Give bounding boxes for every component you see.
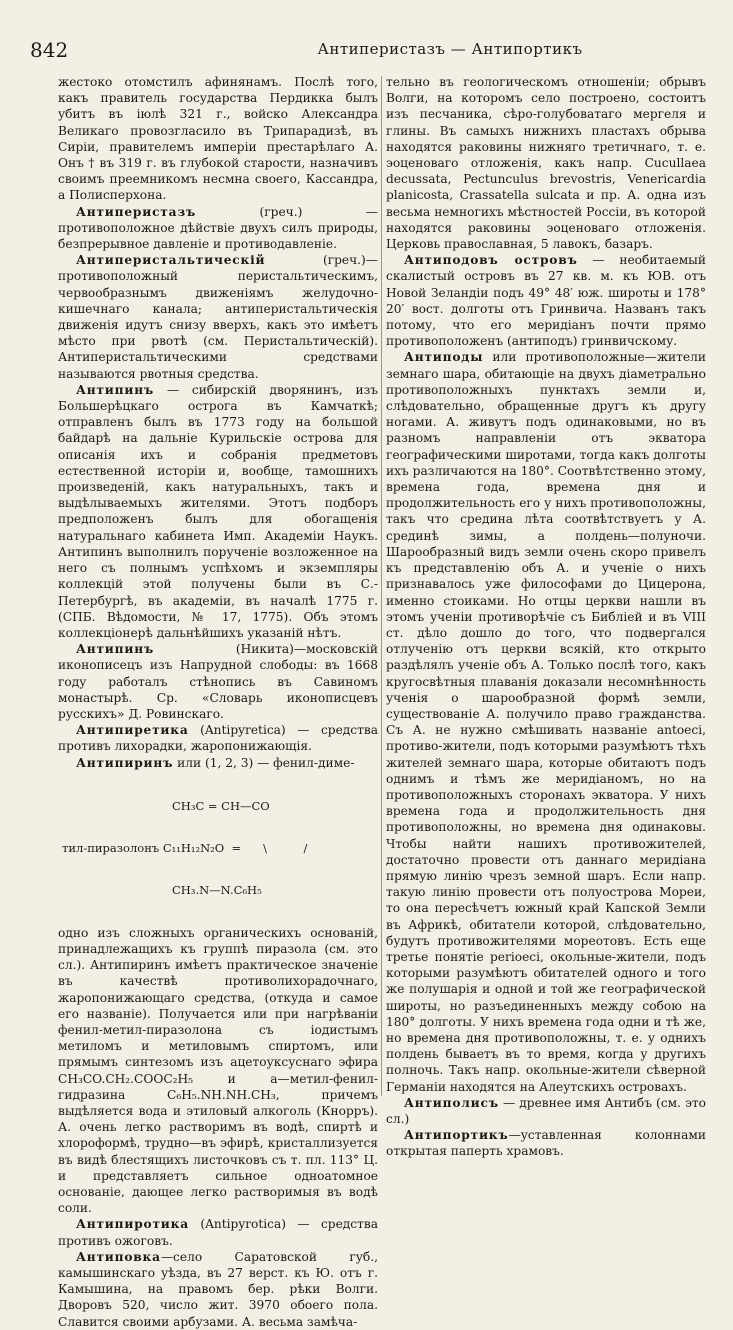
headword: Антиповка	[76, 1249, 161, 1264]
entry-antipody	[386, 349, 706, 1094]
headword: Антиподовъ островъ	[404, 253, 578, 268]
headword: Антипиринъ	[76, 755, 174, 770]
headword: Антиполисъ	[404, 1095, 499, 1110]
entry-text: или противоположные—жители земнаго шара, обитающіе на двухъ діаметрально противоположныхъ пунктахъ земли и, слѣдовательно, обращенные другъ къ другу ногами. А. живутъ подъ одинаковыми, но въ разномъ направленіи отъ экватора географическими широтами, тогда какъ долготы ихъ различаются на 180°. Соотвѣтственно этому, времена года, времена дня и продолжительность его у нихъ противоположны, такъ что средина лѣта соотвѣтствуетъ у А. срединѣ зимы, а полдень—полуночи. Шарообразный видъ земли очень скоро привелъ къ представленію объ А. и ученіе о нихъ признавалось уже философами до Цицерона, именно стоиками. Но отцы церкви нашли въ этомъ ученіи противорѣчіе съ Библіей и въ VIII ст. дѣло дошло до того, что подвергался отлученію отъ церкви всякій, кто открыто раздѣлялъ ученіе объ А. Только послѣ того, какъ кругосвѣтныя плаванія доказали несомнѣнность ученія о шарообразной формѣ земли, существованіе А. получило право гражданства. Съ А. не нужно смѣшивать названіе antoeci, противо-жители, подъ которыми разумѣютъ тѣхъ жителей земнаго шара, которые обитаютъ подъ однимъ и тѣмъ же меридіаномъ, но на противоположныхъ сторонахъ экватора. У нихъ времена года и продолжительность дня противоположны, но времена дня одинаковы. Чтобы найти нашихъ противожителей, достаточно провести отъ даннаго меридіана прямую линію чрезъ земной шаръ. Если напр. такую линію провести отъ полуострова Мореи, то она пересѣчетъ южный край Капской Земли въ Африкѣ, обитатели которой, слѣдовательно, будутъ противожителями мореотовъ. Есть еще третье понятіе perioeci, окольные-жители, подъ которыми разумѣютъ обитателей одного и того же полушарія и одной и той же географической широты, но разъединенныхъ между собою на 180° долготы. У нихъ времена года одни и тѣ же, но времена дня противоположны, т. е. у однихъ полдень бываетъ въ то время, когда у другихъ полночь. Такъ напр. окольные-жители сѣверной Германіи находятся на Алеутскихъ островахъ.	[386, 350, 706, 1094]
entry-text: (Antipyretica) — средства противъ лихорадки, жаропонижающія.	[58, 723, 378, 754]
headword: Антипортикъ	[404, 1128, 509, 1143]
entry-text: (Никита)—московскій иконописецъ изъ Напрудной слободы: въ 1668 году работалъ стѣнопись въ Савиномъ монастырѣ. Ср. «Словарь иконописцевъ русскихъ» Д. Ровинскаго.	[58, 642, 378, 721]
entry-antipin-nikita	[58, 641, 378, 722]
entry-text: — необитаемый скалистый островъ въ 27 кв. м. къ ЮВ. отъ Новой Зеландіи подъ 49° 48′ юж. широты и 178° 20′ вост. долготы отъ Гринвича. Названъ такъ потому, что его меридіанъ почти прямо противоположенъ (антиподъ) гринвичскому.	[386, 253, 706, 349]
column-divider	[381, 76, 382, 1096]
entry-text: (греч.)— противоположный перистальтическимъ, червообразнымъ движеніямъ желудочно-кишечнаго канала; антиперистальтическія движенія идутъ снизу вверхъ, какъ это имѣетъ мѣсто при рвотѣ (см. Перистальтическій). Антиперистальтическими средствами называются рвотныя средства.	[58, 253, 378, 381]
entry-antipirotika	[58, 1216, 378, 1248]
entry-antipodov-ostrov	[386, 252, 706, 349]
entry-antipin-siberian	[58, 382, 378, 641]
headword: Антиперистазъ	[76, 204, 197, 219]
headword: Антипиротика	[76, 1217, 189, 1232]
entry-antiperistaz	[58, 204, 378, 253]
entry-text: (греч.) — противоположное дѣйствіе двухъ силъ природы, безпрерывное давленіе и противодавленіе.	[58, 204, 378, 252]
entry-antipiretika	[58, 722, 378, 754]
entry-antipirin	[58, 755, 378, 771]
entry-antipirin-continued: одно изъ сложныхъ органическихъ основаній, принадлежащихъ къ группѣ пиразола (см. это сл.). Антипиринъ имѣетъ практическое значеніе въ качествѣ противолихорадочнаго, жаропонижающаго средства, (откуда и самое его названіе). Получается или при нагрѣваніи фенил-метил-пиразолона съ іодистымъ метиломъ и метиловымъ спиртомъ, или прямымъ синтезомъ изъ ацетоуксуснаго эфира CH₃CO.CH₂.COOC₂H₅ и a—метил-фенил-гидразина C₆H₅.NH.NH.CH₃, причемъ выдѣляется вода и этиловый алкоголь (Кнорръ). А. очень легко растворимъ въ водѣ, спиртѣ и хлороформѣ, трудно—въ эфирѣ, кристаллизуется въ видѣ блестящихъ листочковъ съ т. пл. 113° Ц. и представляетъ сильное одноатомное основаніе, дающее легко растворимыя въ водѣ соли.	[58, 925, 378, 1216]
entry-text: —село Саратовской губ., камышинскаго уѣзда, въ 27 верст. къ Ю. отъ г. Камышина, на правомъ бер. рѣки Волги. Дворовъ 520, число жит. 3970 обоего пола. Славится своими арбузами. А. весьма замѣча-	[58, 1249, 378, 1329]
page-number: 842	[30, 38, 69, 62]
entry-antipolis	[386, 1095, 706, 1127]
formula-line-3: CH₃.N—N.C₆H₅	[172, 882, 262, 897]
entry-text: — сибирскій дворянинъ, изъ Большерѣцкаго острога въ Камчаткѣ; отправленъ былъ въ 1773 году на большой байдарѣ на дальніе Курильскіе острова для описанія ихъ и собранія предметовъ естественной исторіи и, вообще, тамошнихъ произведеній, какъ натуральныхъ, такъ и выдѣлываемыхъ жителями. Этотъ подборъ предположенъ былъ для обогащенія натуральнаго кабинета Имп. Академіи Наукъ. Антипинъ выполнилъ порученіе возложенное на него съ полнымъ успѣхомъ и экземпляры коллекцій этой получены были въ С.-Петербургѣ, въ академіи, въ началѣ 1775 г. (СПБ. Вѣдомости, № 17, 1775). Объ этомъ коллекціонерѣ дальнѣйшихъ указаній нѣтъ.	[58, 382, 378, 640]
headword: Антипинъ	[76, 642, 155, 657]
entry-antipovka	[58, 1249, 378, 1330]
headword: Антиподы	[404, 350, 484, 365]
headword: Антипинъ	[76, 382, 155, 397]
entry-antipovka-continued: тельно въ геологическомъ отношеніи; обрывъ Волги, на которомъ село построено, состоитъ изъ песчаника, сѣро-голубоватаго мергеля и глины. Въ самыхъ нижнихъ пластахъ обрыва находятся раковины нижняго третичнаго, т. е. эоценоваго отложенія, какъ напр. Cucullaea decussata, Pectunculus brevostris, Venericardia planicosta, Crassatella sulcata и пр. А. одна изъ весьма немногихъ мѣстностей Россіи, въ которой находятся раковины эоценоваго отложенія. Церковь православная, 5 лавокъ, базаръ.	[386, 75, 706, 252]
entry-text: — древнее имя Антибъ (см. это сл.)	[386, 1095, 706, 1126]
entry-text: или (1, 2, 3) — фенил-диме-	[173, 755, 355, 770]
right-column	[386, 74, 706, 1159]
structural-formula	[58, 771, 378, 925]
entry-antiportik	[386, 1127, 706, 1159]
left-column	[58, 74, 378, 1329]
running-head: Антиперистазъ — Антипортикъ	[317, 40, 583, 58]
headword: Антипиретика	[76, 723, 189, 738]
entry-text: —уставленная колоннами открытая паперть храмовъ.	[386, 1128, 706, 1159]
entry-antiperistalticheskiy	[58, 252, 378, 382]
formula-line-2: тил-пиразолонъ C₁₁H₁₂N₂O = \ /	[62, 840, 308, 855]
formula-line-1: CH₃C = CH—CO	[172, 798, 270, 813]
headword: Антиперистальтическій	[76, 253, 266, 268]
entry-text: (Antipyrotica) — средства противъ ожоговъ.	[58, 1217, 378, 1248]
entry-continuation: жестоко отомстилъ афинянамъ. Послѣ того, какъ правитель государства Пердикка былъ убитъ въ іюлѣ 321 г., войско Александра Великаго провозгласило въ Трипарадизѣ, въ Сиріи, правителемъ имперіи престарѣлаго А. Онъ † въ 319 г. въ глубокой старости, назначивъ своимъ преемникомъ несмна своего, Кассандра, а Полисперхона.	[58, 75, 378, 203]
